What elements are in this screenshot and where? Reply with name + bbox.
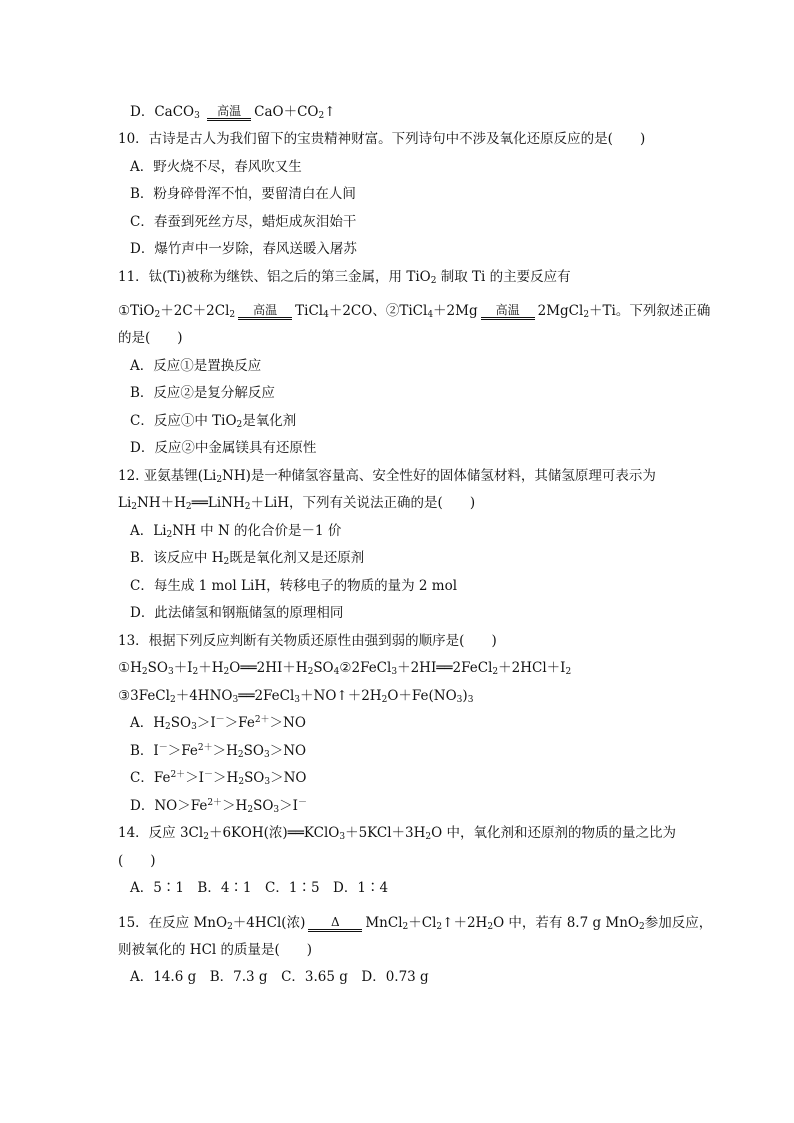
q13-reaction-3: $③3FeCl_2+4HNO_3══2FeCl_3+NO↑+2H_2O+Fe(NO_3)_3$ — [118, 687, 474, 705]
q11-option-b: B．反应②是复分解反应 — [130, 385, 275, 401]
q11-option-a: A．反应①是置换反应 — [130, 357, 262, 374]
q11-stem-end: 的是( ) — [118, 330, 183, 346]
q10-option-d: D．爆竹声中一岁除，春风送暖入屠苏 — [130, 241, 357, 257]
q12-option-d: D．此法储氢和钢瓶储氢的原理相同 — [130, 605, 344, 621]
q15-options: A．14.6 g B．7.3 g C．3.65 g D．0.73 g — [130, 969, 429, 985]
q12-equation: $Li_2NH+H_2══LiNH_2+LiH$，下列有关说法正确的是( ) — [118, 495, 476, 512]
reaction-condition: 高温 — [481, 304, 535, 320]
q13-option-c: C．$Fe^{2+}>I^->H_2SO_3>NO$ — [130, 770, 307, 787]
q15-stem: 15．在反应 MnO$_2$＋4HCl(浓) Δ $MnCl_2+Cl_2↑+2H_2O$ 中，若有 8.7 g MnO$_2$参加反应， — [118, 914, 713, 932]
q13-option-b: B．$I^->Fe^{2+}>H_2SO_3>NO$ — [130, 742, 307, 760]
q12-stem: 12. 亚氨基锂$(Li_2NH)$是一种储氢容量高、安全性好的固体储氢材料，其储氢原理可表示为 — [118, 467, 656, 485]
q14-answer-paren: ( ) — [118, 852, 156, 869]
heat-condition: Δ — [308, 916, 362, 932]
q14-options: A．5∶1 B．4∶1 C．1∶5 D．1∶4 — [130, 880, 389, 896]
q11-equations: $①TiO_2+2C+2Cl_2$ 高温 TiCl$_4$＋2CO、②TiCl$_4$＋2Mg 高温 2MgCl$_2$＋Ti。下列叙述正确 — [118, 303, 711, 320]
q12-option-b: B．该反应中 $H_2$既是氧化剂又是还原剂 — [130, 550, 365, 567]
q13-stem: 13．根据下列反应判断有关物质还原性由强到弱的顺序是( ) — [118, 632, 497, 649]
question-list — [118, 92, 713, 992]
q13-option-d: D．$NO>Fe^{2+}>H_2SO_3>I^-$ — [130, 797, 307, 815]
q14-stem: 14．反应 $3Cl_2+6KOH$(浓)$══KClO_3+5KCl+3H_2O$ 中，氧化剂和还原剂的物质的量之比为 — [118, 825, 676, 842]
q10-option-a: A．野火烧不尽，春风吹又生 — [130, 158, 302, 175]
q12-option-a: A．$Li_2NH$ 中 N 的化合价是－1 价 — [130, 522, 342, 540]
q13-option-a: A．$H_2SO_3>I^->Fe^{2+}>NO$ — [130, 715, 306, 732]
q9-option-d: D．CaCO$_3$ 高温 $CaO+CO_2↑$ — [130, 104, 336, 121]
q13-reactions-1-2: $①H_2SO_3+I_2+H_2O══2HI+H_2SO_4②2FeCl_3+2HI══2FeCl_2+2HCl+I_2$ — [118, 660, 572, 677]
q12-option-c: C．每生成 1 mol LiH，转移电子的物质的量为 2 mol — [130, 577, 458, 594]
q10-stem: 10．古诗是古人为我们留下的宝贵精神财富。下列诗句中不涉及氧化还原反应的是( ) — [118, 131, 646, 147]
q11-stem: 11．钛(Ti)被称为继铁、铝之后的第三金属，用 TiO$_2$ 制取 Ti 的主要反应有 — [118, 268, 571, 286]
q11-option-d: D．反应②中金属镁具有还原性 — [130, 440, 317, 456]
reaction-condition: 高温 — [238, 304, 292, 320]
reaction-condition: 高温 — [207, 105, 251, 121]
q11-option-c: C．反应①中 TiO$_2$是氧化剂 — [130, 412, 297, 430]
q10-option-c: C．春蚕到死丝方尽，蜡炬成灰泪始干 — [130, 213, 357, 230]
q15-stem-line2: 则被氧化的 HCl 的质量是( ) — [118, 941, 313, 958]
q10-option-b: B．粉身碎骨浑不怕，要留清白在人间 — [130, 186, 356, 202]
